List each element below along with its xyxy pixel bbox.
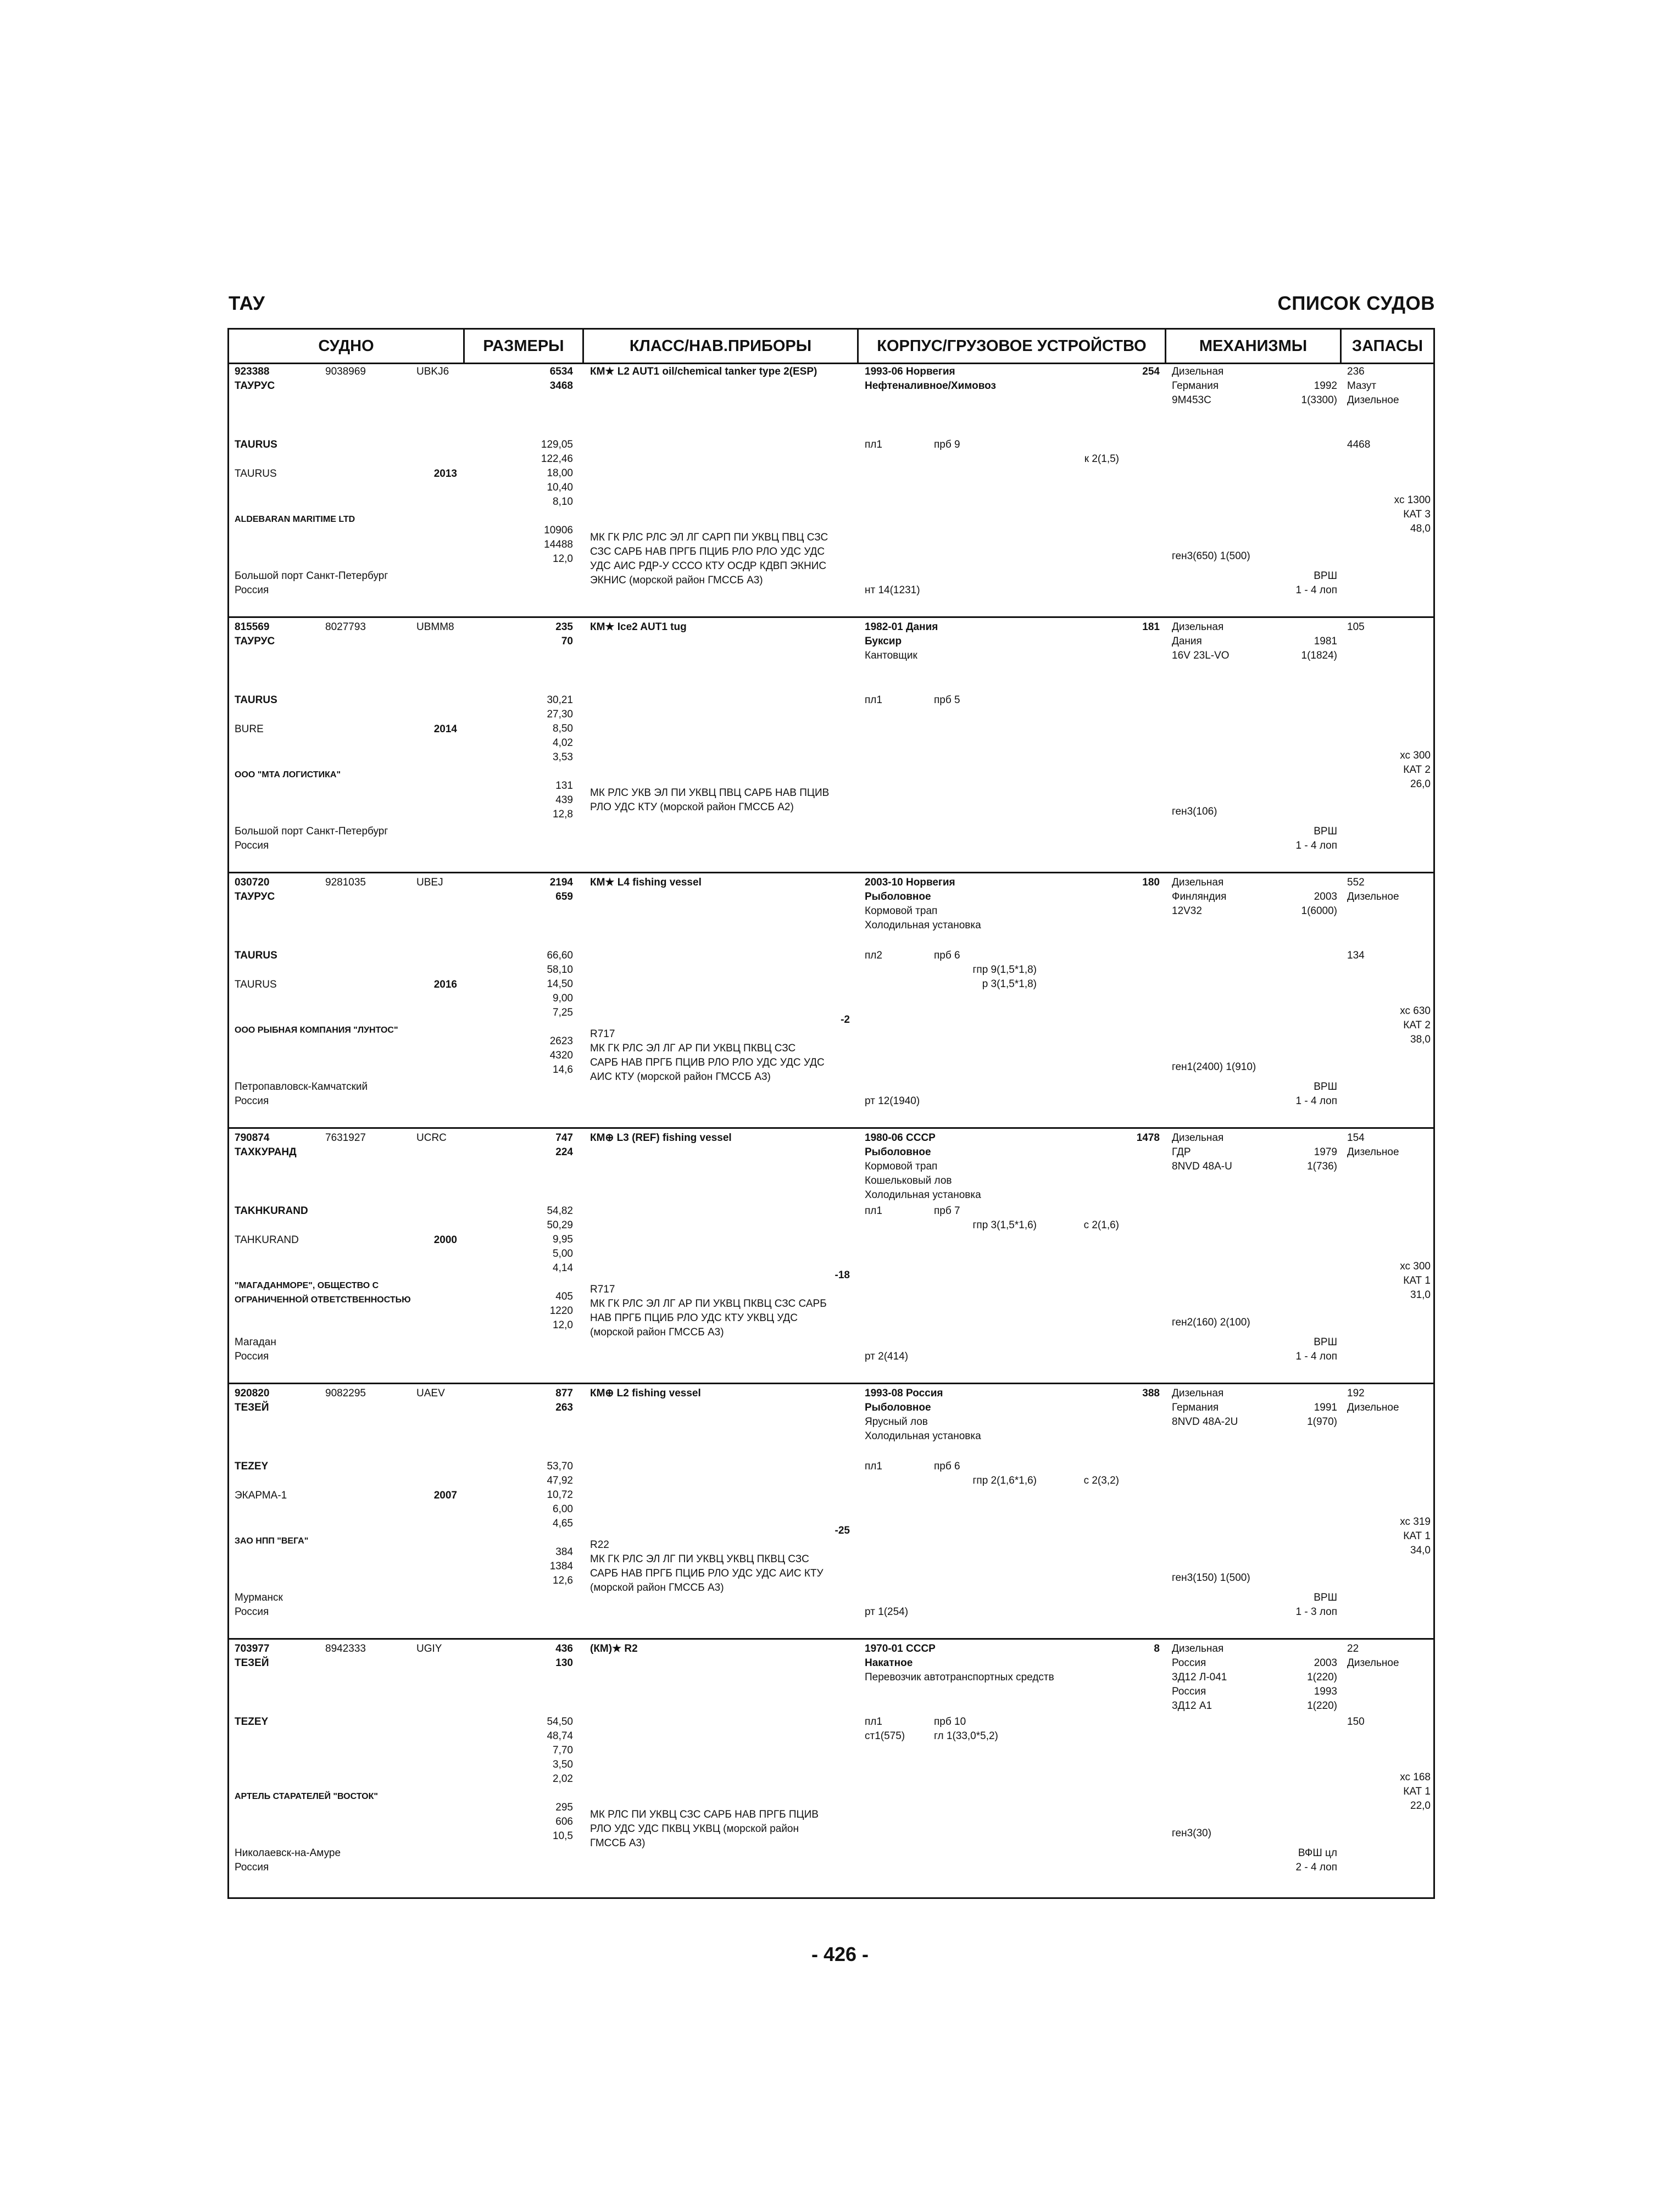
vessel-flag: Россия — [235, 1351, 269, 1362]
vessel-engine-power: 1(220) — [1307, 1672, 1337, 1683]
vessel-prop-type: ВФШ цл — [1298, 1847, 1337, 1859]
vessel-dimension-value: 2,02 — [553, 1773, 573, 1785]
vessel-dimension-value: 122,46 — [541, 453, 573, 465]
vessel-engine-country: ГДР — [1172, 1146, 1191, 1158]
vessel-gt: 436 — [555, 1643, 573, 1654]
vessel-prev-year: 2000 — [433, 1234, 457, 1246]
vessel-prop-type: ВРШ — [1314, 1081, 1337, 1093]
vessel-name: ТАУРУС — [235, 636, 275, 647]
vessel-engine-year: 1979 — [1314, 1146, 1337, 1158]
vessel-dimension-value: 5,00 — [553, 1248, 573, 1260]
vessel-class: КМ⊕ L3 (REF) fishing vessel — [590, 1132, 732, 1144]
vessel-dimension-value: 1384 — [549, 1561, 573, 1572]
vessel-dimension-value: 10,5 — [553, 1830, 573, 1842]
column-header-stores: ЗАПАСЫ — [1351, 337, 1423, 355]
vessel-built: 1982-01 Дания — [865, 621, 938, 633]
vessel-engine-power: 1(736) — [1307, 1161, 1337, 1172]
vessel-regno: 923388 — [235, 366, 270, 377]
vessel-hull-b2: гпр 2(1,6*1,6) — [972, 1475, 1037, 1486]
vessel-imo: 8942333 — [325, 1643, 366, 1654]
vessel-dimension-value: 18,00 — [547, 467, 573, 479]
vessel-name: ТЕЗЕЙ — [235, 1657, 269, 1669]
vessel-hull-c: с 2(1,6) — [1083, 1219, 1119, 1231]
vessel-port: Мурманск — [235, 1592, 283, 1603]
vessel-dimension-value: 8,10 — [553, 496, 573, 508]
vessel-dimension-value: 14,50 — [547, 978, 573, 990]
running-header-left: ТАУ — [229, 293, 265, 314]
vessel-kat: КАТ 1 — [1403, 1275, 1431, 1286]
vessel-callsign: UBMM8 — [416, 621, 454, 633]
vessel-fuel-amount: 22 — [1347, 1643, 1359, 1654]
column-header-machinery: МЕХАНИЗМЫ — [1166, 330, 1342, 363]
column-header-vessel: СУДНО — [229, 330, 465, 363]
vessel-class: КМ★ L2 AUT1 oil/chemical tanker type 2(ESP) — [590, 366, 817, 377]
vessel-speed: 38,0 — [1410, 1034, 1431, 1045]
vessel-dimension-value: 4,14 — [553, 1262, 573, 1274]
vessel-dimension-value: 606 — [555, 1816, 573, 1828]
vessel-port: Петропавловск-Камчатский — [235, 1081, 368, 1093]
vessel-owner: "МАГАДАНМОРЕ", ОБЩЕСТВО С ОГРАНИЧЕННОЙ ОТВЕТСТВЕННОСТЬЮ — [235, 1281, 411, 1305]
vessel-fuel-type: Дизельное — [1347, 1146, 1399, 1158]
vessel-fuel-type: Дизельное — [1347, 1657, 1399, 1669]
vessel-speed: 34,0 — [1410, 1545, 1431, 1556]
vessel-hull-a1: пл1 — [865, 1205, 882, 1217]
vessel-name-lat: TAURUS — [235, 950, 277, 961]
vessel-prop-blades: 1 - 4 лоп — [1295, 840, 1337, 851]
vessel-nt: 70 — [561, 636, 573, 647]
vessel-dimension-value: 2623 — [549, 1035, 573, 1047]
vessel-hull-b1: прб 6 — [934, 1461, 960, 1472]
vessel-regno: 790874 — [235, 1132, 270, 1144]
vessel-gt: 6534 — [549, 366, 573, 377]
vessel-engine-model2: 3Д12 А1 — [1172, 1700, 1212, 1712]
column-header-dimensions: РАЗМЕРЫ — [465, 330, 584, 363]
vessel-built: 2003-10 Норвегия — [865, 877, 955, 888]
vessel-hull-bottom: рт 1(254) — [865, 1606, 909, 1618]
vessel-owner: ООО "МТА ЛОГИСТИКА" — [235, 770, 341, 779]
vessel-engine-type: Дизельная — [1172, 621, 1224, 633]
vessel-record — [229, 363, 1433, 618]
column-header-row — [229, 330, 1433, 364]
vessel-name: ТАУРУС — [235, 380, 275, 392]
vessel-dimension-value: 10906 — [544, 525, 573, 536]
vessel-regno: 920820 — [235, 1388, 270, 1399]
vessel-dimension-value: 439 — [555, 794, 573, 806]
vessel-fuel-amount: 552 — [1347, 877, 1365, 888]
vessel-gen: ген3(650) 1(500) — [1172, 550, 1250, 562]
vessel-dimension-value: 12,0 — [553, 1319, 573, 1331]
vessel-dimension-value: 9,00 — [553, 993, 573, 1004]
vessel-hull-a1: пл1 — [865, 694, 882, 706]
vessel-type-main: Накатное — [865, 1657, 913, 1669]
vessel-fuel-type: Дизельное — [1347, 891, 1399, 903]
vessel-record — [229, 618, 1433, 873]
vessel-type-extra: Кормовой трап Холодильная установка — [865, 905, 981, 931]
vessel-engine-country2: Россия — [1172, 1686, 1206, 1697]
vessel-engine-model: 3Д12 Л-041 — [1172, 1672, 1227, 1683]
vessel-ice-class: R22 — [590, 1539, 609, 1551]
vessel-port: Николаевск-на-Амуре — [235, 1847, 341, 1859]
vessel-kat: КАТ 2 — [1403, 764, 1431, 776]
vessel-hull-b1: прб 9 — [934, 439, 960, 450]
vessel-built: 1970-01 СССР — [865, 1643, 936, 1654]
vessel-dimension-value: 295 — [555, 1802, 573, 1813]
vessel-built: 1993-06 Норвегия — [865, 366, 955, 377]
vessel-dimension-value: 6,00 — [553, 1503, 573, 1515]
column-header-class-nav: КЛАСС/НАВ.ПРИБОРЫ — [584, 330, 859, 363]
vessel-engine-power2: 1(220) — [1307, 1700, 1337, 1712]
vessel-engine-country: Дания — [1172, 636, 1202, 647]
vessel-nav: МК РЛС ПИ УКВЦ СЗС САРБ НАВ ПРГБ ПЦИВ РЛО УДС УДС ПКВЦ УКВЦ (морской район ГМССБ А3) — [590, 1809, 819, 1849]
vessel-kat: КАТ 1 — [1403, 1530, 1431, 1542]
vessel-imo: 7631927 — [325, 1132, 366, 1144]
vessel-dimension-value: 14,6 — [553, 1064, 573, 1076]
vessel-hp: хс 168 — [1400, 1772, 1431, 1783]
vessel-class: КМ★ Ice2 AUT1 tug — [590, 621, 687, 633]
vessel-hull-a1: пл1 — [865, 1461, 882, 1472]
vessel-class: КМ★ L4 fishing vessel — [590, 877, 702, 888]
vessel-flag: Россия — [235, 1095, 269, 1107]
vessel-fuel-stock: 150 — [1347, 1716, 1365, 1728]
vessel-speed: 22,0 — [1410, 1800, 1431, 1812]
vessel-engine-power: 1(3300) — [1301, 394, 1337, 406]
vessel-dimension-value: 1220 — [549, 1305, 573, 1317]
vessel-gen: ген3(150) 1(500) — [1172, 1572, 1250, 1584]
vessel-nt: 130 — [555, 1657, 573, 1669]
vessel-type-extra: Кормовой трап Кошельковый лов Холодильная установка — [865, 1161, 981, 1201]
vessel-gt: 747 — [555, 1132, 573, 1144]
vessel-prop-blades: 2 - 4 лоп — [1295, 1862, 1337, 1873]
vessel-hull-bottom: нт 14(1231) — [865, 584, 920, 596]
vessel-name-lat: TEZEY — [235, 1716, 269, 1728]
vessel-regno: 703977 — [235, 1643, 270, 1654]
vessel-type-main: Рыболовное — [865, 1402, 931, 1413]
vessel-dimension-value: 12,6 — [553, 1575, 573, 1586]
vessel-kat: КАТ 1 — [1403, 1786, 1431, 1797]
vessel-hull-bottom: рт 12(1940) — [865, 1095, 920, 1107]
vessel-dimension-value: 9,95 — [553, 1234, 573, 1245]
vessel-prop-blades: 1 - 4 лоп — [1295, 584, 1337, 596]
vessel-dimension-value: 3,53 — [553, 751, 573, 763]
vessel-type-extra: Ярусный лов Холодильная установка — [865, 1416, 981, 1442]
vessel-crew: 181 — [1142, 621, 1160, 633]
vessel-hp: хс 300 — [1400, 1261, 1431, 1272]
vessel-hull-b2: гпр 9(1,5*1,8) — [972, 964, 1037, 976]
vessel-nav: МК ГК РЛС ЭЛ ЛГ АР ПИ УКВЦ ПКВЦ СЗС САРБ НАВ ПРГБ ПЦИБ РЛО УДС КТУ УКВЦ УДС (морской район ГМССБ А3) — [590, 1298, 827, 1338]
vessel-fuel-stock: 4468 — [1347, 439, 1371, 450]
vessel-fuel-amount: 192 — [1347, 1388, 1365, 1399]
vessel-fuel-type: Дизельное — [1347, 1402, 1399, 1413]
vessel-prev-year: 2016 — [433, 979, 457, 990]
vessel-engine-type: Дизельная — [1172, 1643, 1224, 1654]
vessel-dimension-value: 7,25 — [553, 1007, 573, 1018]
vessel-fuel-amount: 105 — [1347, 621, 1365, 633]
vessel-record — [229, 1640, 1433, 1895]
vessel-hull-b3: р 3(1,5*1,8) — [982, 978, 1037, 990]
vessel-engine-country: Германия — [1172, 380, 1219, 392]
vessel-imo: 9281035 — [325, 877, 366, 888]
vessel-built: 1993-08 Россия — [865, 1388, 943, 1399]
column-header-hull-cargo: КОРПУС/ГРУЗОВОЕ УСТРОЙСТВО — [859, 330, 1166, 363]
vessel-engine-type: Дизельная — [1172, 1132, 1224, 1144]
vessel-flag: Россия — [235, 1606, 269, 1618]
vessel-hull-a1: пл1 ст1(575) — [865, 1716, 905, 1742]
vessel-crew: 388 — [1142, 1388, 1160, 1399]
vessel-register-table — [227, 328, 1435, 1899]
vessel-dimension-value: 12,0 — [553, 553, 573, 565]
vessel-gen: ген3(106) — [1172, 806, 1217, 817]
vessel-dimension-value: 12,8 — [553, 809, 573, 820]
vessel-dimension-value: 66,60 — [547, 950, 573, 961]
vessel-dimension-value: 4,02 — [553, 737, 573, 749]
vessel-ice-class: R717 — [590, 1028, 615, 1040]
vessel-nt: 224 — [555, 1146, 573, 1158]
vessel-hull-a1: пл1 — [865, 439, 882, 450]
vessel-ice-class: R717 — [590, 1284, 615, 1295]
vessel-dimension-value: 47,92 — [547, 1475, 573, 1486]
vessel-type-main: Рыболовное — [865, 891, 931, 903]
vessel-hull-b1: прб 10 гл 1(33,0*5,2) — [934, 1716, 998, 1742]
vessel-imo: 9038969 — [325, 366, 366, 377]
vessel-speed: 31,0 — [1410, 1289, 1431, 1301]
vessel-prop-type: ВРШ — [1314, 826, 1337, 837]
vessel-nt: 263 — [555, 1402, 573, 1413]
vessel-dimension-value: 4,65 — [553, 1518, 573, 1529]
vessel-engine-power: 1(1824) — [1301, 650, 1337, 661]
vessel-owner: ЗАО НПП "ВЕГА" — [235, 1536, 309, 1546]
vessel-port: Большой порт Санкт-Петербург — [235, 570, 388, 582]
vessel-dimension-value: 58,10 — [547, 964, 573, 976]
vessel-owner: АРТЕЛЬ СТАРАТЕЛЕЙ "ВОСТОК" — [235, 1792, 378, 1801]
vessel-hp: хс 319 — [1400, 1516, 1431, 1528]
vessel-prop-blades: 1 - 4 лоп — [1295, 1095, 1337, 1107]
vessel-dimension-value: 53,70 — [547, 1461, 573, 1472]
vessel-gt: 877 — [555, 1388, 573, 1399]
vessel-ice-temp: -2 — [841, 1014, 850, 1026]
vessel-dimension-value: 10,72 — [547, 1489, 573, 1501]
vessel-dimension-value: 48,74 — [547, 1730, 573, 1742]
vessel-prev-name: TAURUS — [235, 979, 277, 990]
vessel-prop-type: ВРШ — [1314, 570, 1337, 582]
vessel-gt: 2194 — [549, 877, 573, 888]
vessel-flag: Россия — [235, 840, 269, 851]
vessel-engine-year: 2003 — [1314, 1657, 1337, 1669]
vessel-dimension-value: 131 — [555, 780, 573, 792]
vessel-kat: КАТ 2 — [1403, 1020, 1431, 1031]
vessel-imo: 9082295 — [325, 1388, 366, 1399]
vessel-engine-type: Дизельная — [1172, 366, 1224, 377]
running-header-right: СПИСОК СУДОВ — [1277, 293, 1435, 314]
vessel-owner: ALDEBARAN MARITIME LTD — [235, 515, 355, 524]
vessel-gen: ген2(160) 2(100) — [1172, 1317, 1250, 1328]
vessel-type-extra: Кантовщик — [865, 650, 917, 661]
vessel-prev-name: BURE — [235, 723, 264, 735]
vessel-port: Большой порт Санкт-Петербург — [235, 826, 388, 837]
vessel-dimension-value: 129,05 — [541, 439, 573, 450]
vessel-type-main: Рыболовное — [865, 1146, 931, 1158]
vessel-engine-year: 1981 — [1314, 636, 1337, 647]
vessel-crew: 180 — [1142, 877, 1160, 888]
vessel-hull-b1: прб 6 — [934, 950, 960, 961]
vessel-name-lat: TEZEY — [235, 1461, 269, 1472]
vessel-flag: Россия — [235, 1862, 269, 1873]
vessel-engine-country: Финляндия — [1172, 891, 1227, 903]
vessel-dimension-value: 50,29 — [547, 1219, 573, 1231]
page-number: - 426 - — [811, 1943, 869, 1965]
vessel-hull-b1: прб 7 — [934, 1205, 960, 1217]
vessel-dimension-value: 54,50 — [547, 1716, 573, 1728]
vessel-name-lat: TAURUS — [235, 694, 277, 706]
vessel-class: (КМ)★ R2 — [590, 1643, 638, 1654]
vessel-imo: 8027793 — [325, 621, 366, 633]
vessel-type-extra: Перевозчик автотранспортных средств — [865, 1672, 1054, 1683]
vessel-engine-power: 1(970) — [1307, 1416, 1337, 1428]
vessel-gen: ген1(2400) 1(910) — [1172, 1061, 1256, 1073]
vessel-engine-type: Дизельная — [1172, 877, 1224, 888]
vessel-engine-model: 9M453C — [1172, 394, 1211, 406]
vessel-gen: ген3(30) — [1172, 1828, 1211, 1839]
vessel-dimension-value: 54,82 — [547, 1205, 573, 1217]
vessel-regno: 815569 — [235, 621, 270, 633]
vessel-engine-type: Дизельная — [1172, 1388, 1224, 1399]
vessel-name-lat: TAURUS — [235, 439, 277, 450]
vessel-prev-year: 2014 — [433, 723, 457, 735]
vessel-prev-name: ЭКАРМА-1 — [235, 1490, 287, 1501]
vessel-fuel-stock: 134 — [1347, 950, 1365, 961]
vessel-hull-c: с 2(3,2) — [1083, 1475, 1119, 1486]
vessel-speed: 26,0 — [1410, 778, 1431, 790]
vessel-hull-b1: прб 5 — [934, 694, 960, 706]
vessel-dimension-value: 8,50 — [553, 723, 573, 734]
vessel-crew: 8 — [1154, 1643, 1160, 1654]
vessel-hull-a1: пл2 — [865, 950, 882, 961]
vessel-dimension-value: 14488 — [544, 539, 573, 550]
vessel-engine-power: 1(6000) — [1301, 905, 1337, 917]
vessel-callsign: UBKJ6 — [416, 366, 449, 377]
vessel-nt: 3468 — [549, 380, 573, 392]
vessel-record — [229, 1129, 1433, 1384]
vessel-callsign: UCRC — [416, 1132, 447, 1144]
vessel-dimension-value: 10,40 — [547, 482, 573, 493]
vessel-nav: МК РЛС УКВ ЭЛ ПИ УКВЦ ПВЦ САРБ НАВ ПЦИВ РЛО УДС КТУ (морской район ГМССБ А2) — [590, 787, 830, 813]
vessel-engine-model: 8NVD 48A-U — [1172, 1161, 1232, 1172]
vessel-name: ТЕЗЕЙ — [235, 1402, 269, 1413]
vessel-nav: МК ГК РЛС РЛС ЭЛ ЛГ САРП ПИ УКВЦ ПВЦ СЗС СЗС САРБ НАВ ПРГБ ПЦИБ РЛО РЛО УДС УДС УДС АИС РДР-У СССО КТУ ОСДР КДВП ЭКНИС ЭКНИС (морской район ГМССБ А3) — [590, 532, 828, 586]
vessel-dimension-value: 4320 — [549, 1050, 573, 1061]
vessel-engine-country: Россия — [1172, 1657, 1206, 1669]
vessel-port: Магадан — [235, 1336, 276, 1348]
vessel-owner: ООО РЫБНАЯ КОМПАНИЯ "ЛУНТОС" — [235, 1026, 398, 1035]
vessel-nav: МК ГК РЛС ЭЛ ЛГ ПИ УКВЦ УКВЦ ПКВЦ СЗС САРБ НАВ ПРГБ ПЦИБ РЛО УДС УДС АИС КТУ (морской район ГМССБ А3) — [590, 1553, 824, 1594]
vessel-hull-c: к 2(1,5) — [1084, 453, 1119, 465]
vessel-kat: КАТ 3 — [1403, 509, 1431, 520]
vessel-dimension-value: 30,21 — [547, 694, 573, 706]
vessel-dimension-value: 27,30 — [547, 709, 573, 720]
vessel-ice-temp: -18 — [835, 1269, 850, 1281]
vessel-hp: хс 300 — [1400, 750, 1431, 761]
vessel-prev-year: 2007 — [433, 1490, 457, 1501]
vessel-ice-temp: -25 — [835, 1525, 850, 1536]
vessel-prev-year: 2013 — [433, 468, 457, 480]
vessel-speed: 48,0 — [1410, 523, 1431, 534]
vessel-gt: 235 — [555, 621, 573, 633]
vessel-fuel-type2: Дизельное — [1347, 394, 1399, 406]
vessel-record — [229, 1384, 1433, 1640]
vessel-callsign: UGIY — [416, 1643, 442, 1654]
vessel-nt: 659 — [555, 891, 573, 903]
vessel-hp: хс 1300 — [1394, 494, 1431, 506]
vessel-callsign: UAEV — [416, 1388, 445, 1399]
vessel-engine-country: Германия — [1172, 1402, 1219, 1413]
vessel-hull-bottom: рт 2(414) — [865, 1351, 909, 1362]
vessel-nav: МК ГК РЛС ЭЛ ЛГ АР ПИ УКВЦ ПКВЦ СЗС САРБ НАВ ПРГБ ПЦИВ РЛО РЛО УДС УДС УДС АИС КТУ (морской район ГМССБ А3) — [590, 1043, 825, 1083]
vessel-record — [229, 873, 1433, 1129]
vessel-engine-year: 1991 — [1314, 1402, 1337, 1413]
vessel-crew: 254 — [1142, 366, 1160, 377]
vessel-built: 1980-06 СССР — [865, 1132, 936, 1144]
vessel-dimension-value: 3,50 — [553, 1759, 573, 1770]
vessel-engine-model: 16V 23L-VO — [1172, 650, 1230, 661]
vessel-prop-blades: 1 - 4 лоп — [1295, 1351, 1337, 1362]
vessel-dimension-value: 384 — [555, 1546, 573, 1558]
vessel-name-lat: TAKHKURAND — [235, 1205, 308, 1217]
vessel-hull-b2: гпр 3(1,5*1,6) — [972, 1219, 1037, 1231]
vessel-prop-type: ВРШ — [1314, 1592, 1337, 1603]
vessel-engine-year: 2003 — [1314, 891, 1337, 903]
vessel-engine-model: 12V32 — [1172, 905, 1202, 917]
vessel-type-main: Нефтеналивное/Химовоз — [865, 380, 996, 392]
vessel-prop-type: ВРШ — [1314, 1336, 1337, 1348]
vessel-callsign: UBEJ — [416, 877, 443, 888]
vessel-regno: 030720 — [235, 877, 270, 888]
vessel-engine-model: 8NVD 48A-2U — [1172, 1416, 1238, 1428]
vessel-fuel-type: Мазут — [1347, 380, 1377, 392]
vessel-class: КМ⊕ L2 fishing vessel — [590, 1388, 701, 1399]
vessel-hp: хс 630 — [1400, 1005, 1431, 1017]
vessel-engine-year2: 1993 — [1314, 1686, 1337, 1697]
vessel-fuel-amount: 154 — [1347, 1132, 1365, 1144]
vessel-crew: 1478 — [1136, 1132, 1160, 1144]
vessel-prop-blades: 1 - 3 лоп — [1295, 1606, 1337, 1618]
vessel-fuel-amount: 236 — [1347, 366, 1365, 377]
vessel-dimension-value: 7,70 — [553, 1745, 573, 1756]
vessel-engine-year: 1992 — [1314, 380, 1337, 392]
vessel-name: ТАУРУС — [235, 891, 275, 903]
vessel-flag: Россия — [235, 584, 269, 596]
vessel-type-main: Буксир — [865, 636, 902, 647]
vessel-dimension-value: 405 — [555, 1291, 573, 1302]
vessel-prev-name: TAHKURAND — [235, 1234, 299, 1246]
vessel-name: ТАХКУРАНД — [235, 1146, 297, 1158]
vessel-prev-name: TAURUS — [235, 468, 277, 480]
